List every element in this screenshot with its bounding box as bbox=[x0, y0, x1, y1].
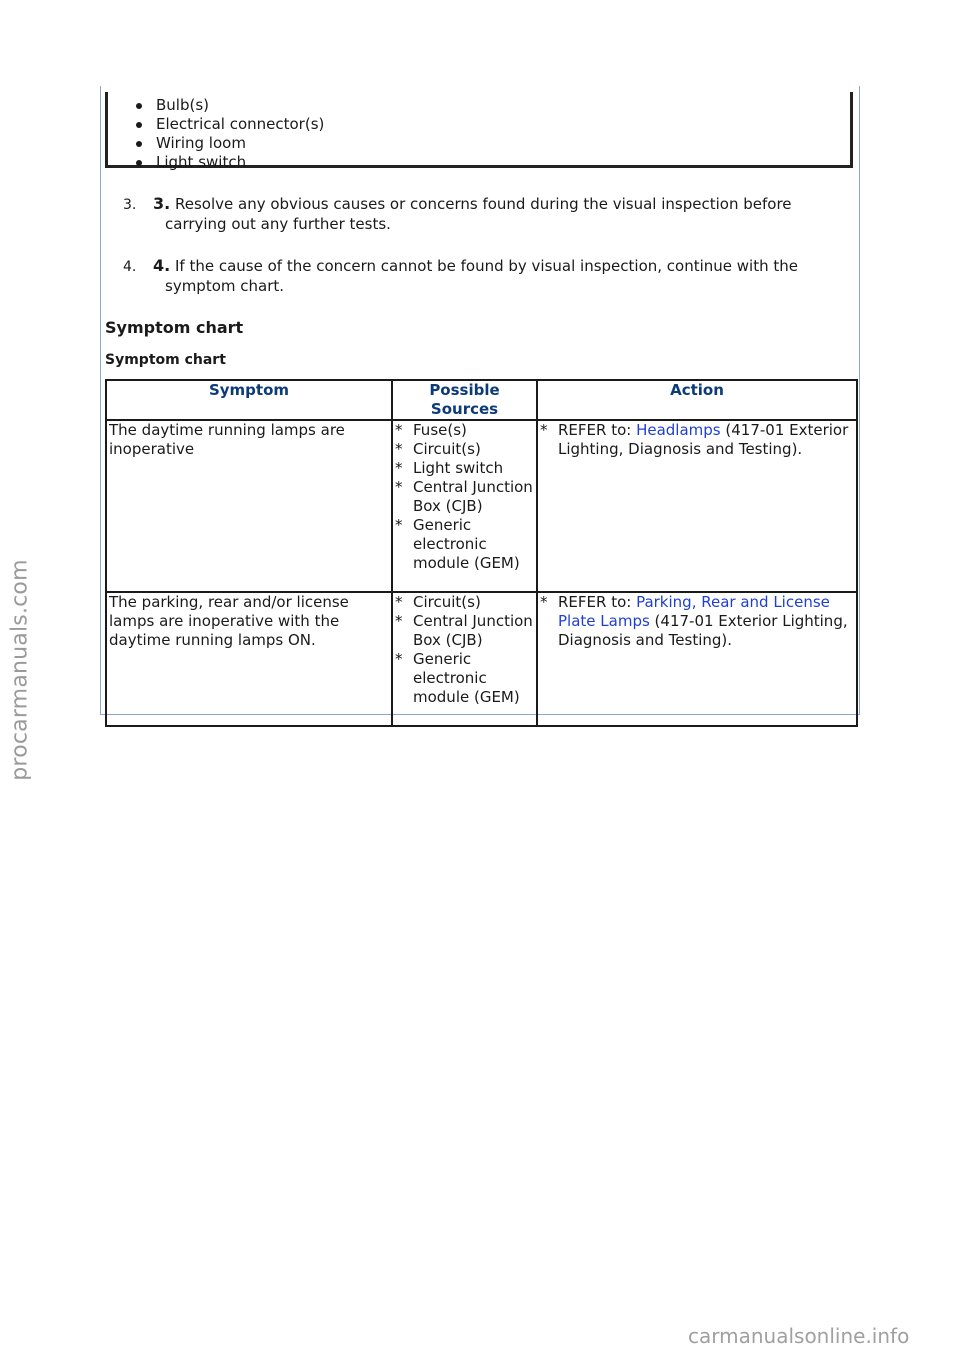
symptom-cell: The parking, rear and/or license lamps are inoperative with the daytime running lamps ON. bbox=[106, 592, 392, 726]
side-watermark-text: procarmanuals.com bbox=[7, 559, 33, 781]
source-item bbox=[395, 440, 534, 459]
step-bold-number: 4. bbox=[153, 256, 171, 275]
symptom-chart-table bbox=[105, 379, 858, 727]
action-item bbox=[540, 593, 854, 650]
content-panel bbox=[100, 86, 860, 715]
bullet-star: * bbox=[540, 593, 548, 611]
sources-cell bbox=[392, 420, 537, 592]
step-number: 3. bbox=[123, 197, 137, 213]
list-item: Electrical connector(s) bbox=[136, 115, 324, 134]
bullet-star: * bbox=[540, 421, 548, 439]
table-caption: Symptom chart bbox=[105, 352, 226, 368]
list-item: Light switch bbox=[136, 153, 324, 172]
bullet-star: * bbox=[395, 478, 403, 496]
list-item: Wiring loom bbox=[136, 134, 324, 153]
side-watermark bbox=[2, 560, 38, 780]
step-body: If the cause of the concern cannot be found by visual inspection, continue with the bbox=[175, 257, 798, 275]
source-item bbox=[395, 459, 534, 478]
bullet-star: * bbox=[395, 612, 403, 630]
list-item: Bulb(s) bbox=[136, 96, 324, 115]
bottom-watermark: carmanualsonline.info bbox=[688, 1324, 910, 1348]
headlamps-link[interactable]: Headlamps bbox=[636, 421, 721, 439]
action-prefix: REFER to: bbox=[558, 593, 637, 611]
section-heading: Symptom chart bbox=[105, 318, 244, 337]
source-text: Circuit(s) bbox=[413, 593, 481, 611]
source-item bbox=[395, 650, 534, 707]
source-text: Central Junction Box (CJB) bbox=[413, 478, 533, 515]
inspection-list-box bbox=[105, 92, 853, 171]
step-body-continued: carrying out any further tests. bbox=[165, 215, 391, 233]
action-prefix: REFER to: bbox=[558, 421, 637, 439]
source-text: Generic electronic module (GEM) bbox=[413, 516, 520, 572]
table-header-row bbox=[106, 380, 857, 420]
source-text: Generic electronic module (GEM) bbox=[413, 650, 520, 706]
source-item bbox=[395, 478, 534, 516]
step-bold-number: 3. bbox=[153, 194, 171, 213]
action-cell bbox=[537, 592, 857, 726]
source-item bbox=[395, 516, 534, 573]
bullet-star: * bbox=[395, 440, 403, 458]
table-row bbox=[106, 420, 857, 592]
action-cell bbox=[537, 420, 857, 592]
source-item bbox=[395, 421, 534, 440]
inspection-list bbox=[136, 96, 324, 172]
header-symptom: Symptom bbox=[106, 380, 392, 420]
step-body: Resolve any obvious causes or concerns found during the visual inspection before bbox=[175, 195, 792, 213]
step-text bbox=[153, 256, 851, 296]
step-text bbox=[153, 194, 851, 234]
action-item bbox=[540, 421, 854, 459]
source-text: Central Junction Box (CJB) bbox=[413, 612, 533, 649]
bullet-star: * bbox=[395, 421, 403, 439]
header-action: Action bbox=[537, 380, 857, 420]
action-suffix: (417-01 Exterior Lighting, Diagnosis and Testing). bbox=[558, 421, 849, 458]
sources-cell bbox=[392, 592, 537, 726]
source-text: Fuse(s) bbox=[413, 421, 467, 439]
source-item bbox=[395, 612, 534, 650]
bullet-star: * bbox=[395, 650, 403, 668]
step-body-continued: symptom chart. bbox=[165, 277, 285, 295]
header-possible-sources: Possible Sources bbox=[392, 380, 537, 420]
step-number: 4. bbox=[123, 259, 137, 275]
source-text: Light switch bbox=[413, 459, 504, 477]
bullet-star: * bbox=[395, 593, 403, 611]
source-text: Circuit(s) bbox=[413, 440, 481, 458]
parking-rear-license-plate-lamps-link[interactable]: Parking, Rear and License Plate Lamps bbox=[558, 593, 830, 630]
bullet-star: * bbox=[395, 516, 403, 534]
bullet-star: * bbox=[395, 459, 403, 477]
source-item bbox=[395, 593, 534, 612]
table-row bbox=[106, 592, 857, 726]
action-suffix: (417-01 Exterior Lighting, Diagnosis and Testing). bbox=[558, 612, 848, 649]
symptom-cell: The daytime running lamps are inoperative bbox=[106, 420, 392, 592]
